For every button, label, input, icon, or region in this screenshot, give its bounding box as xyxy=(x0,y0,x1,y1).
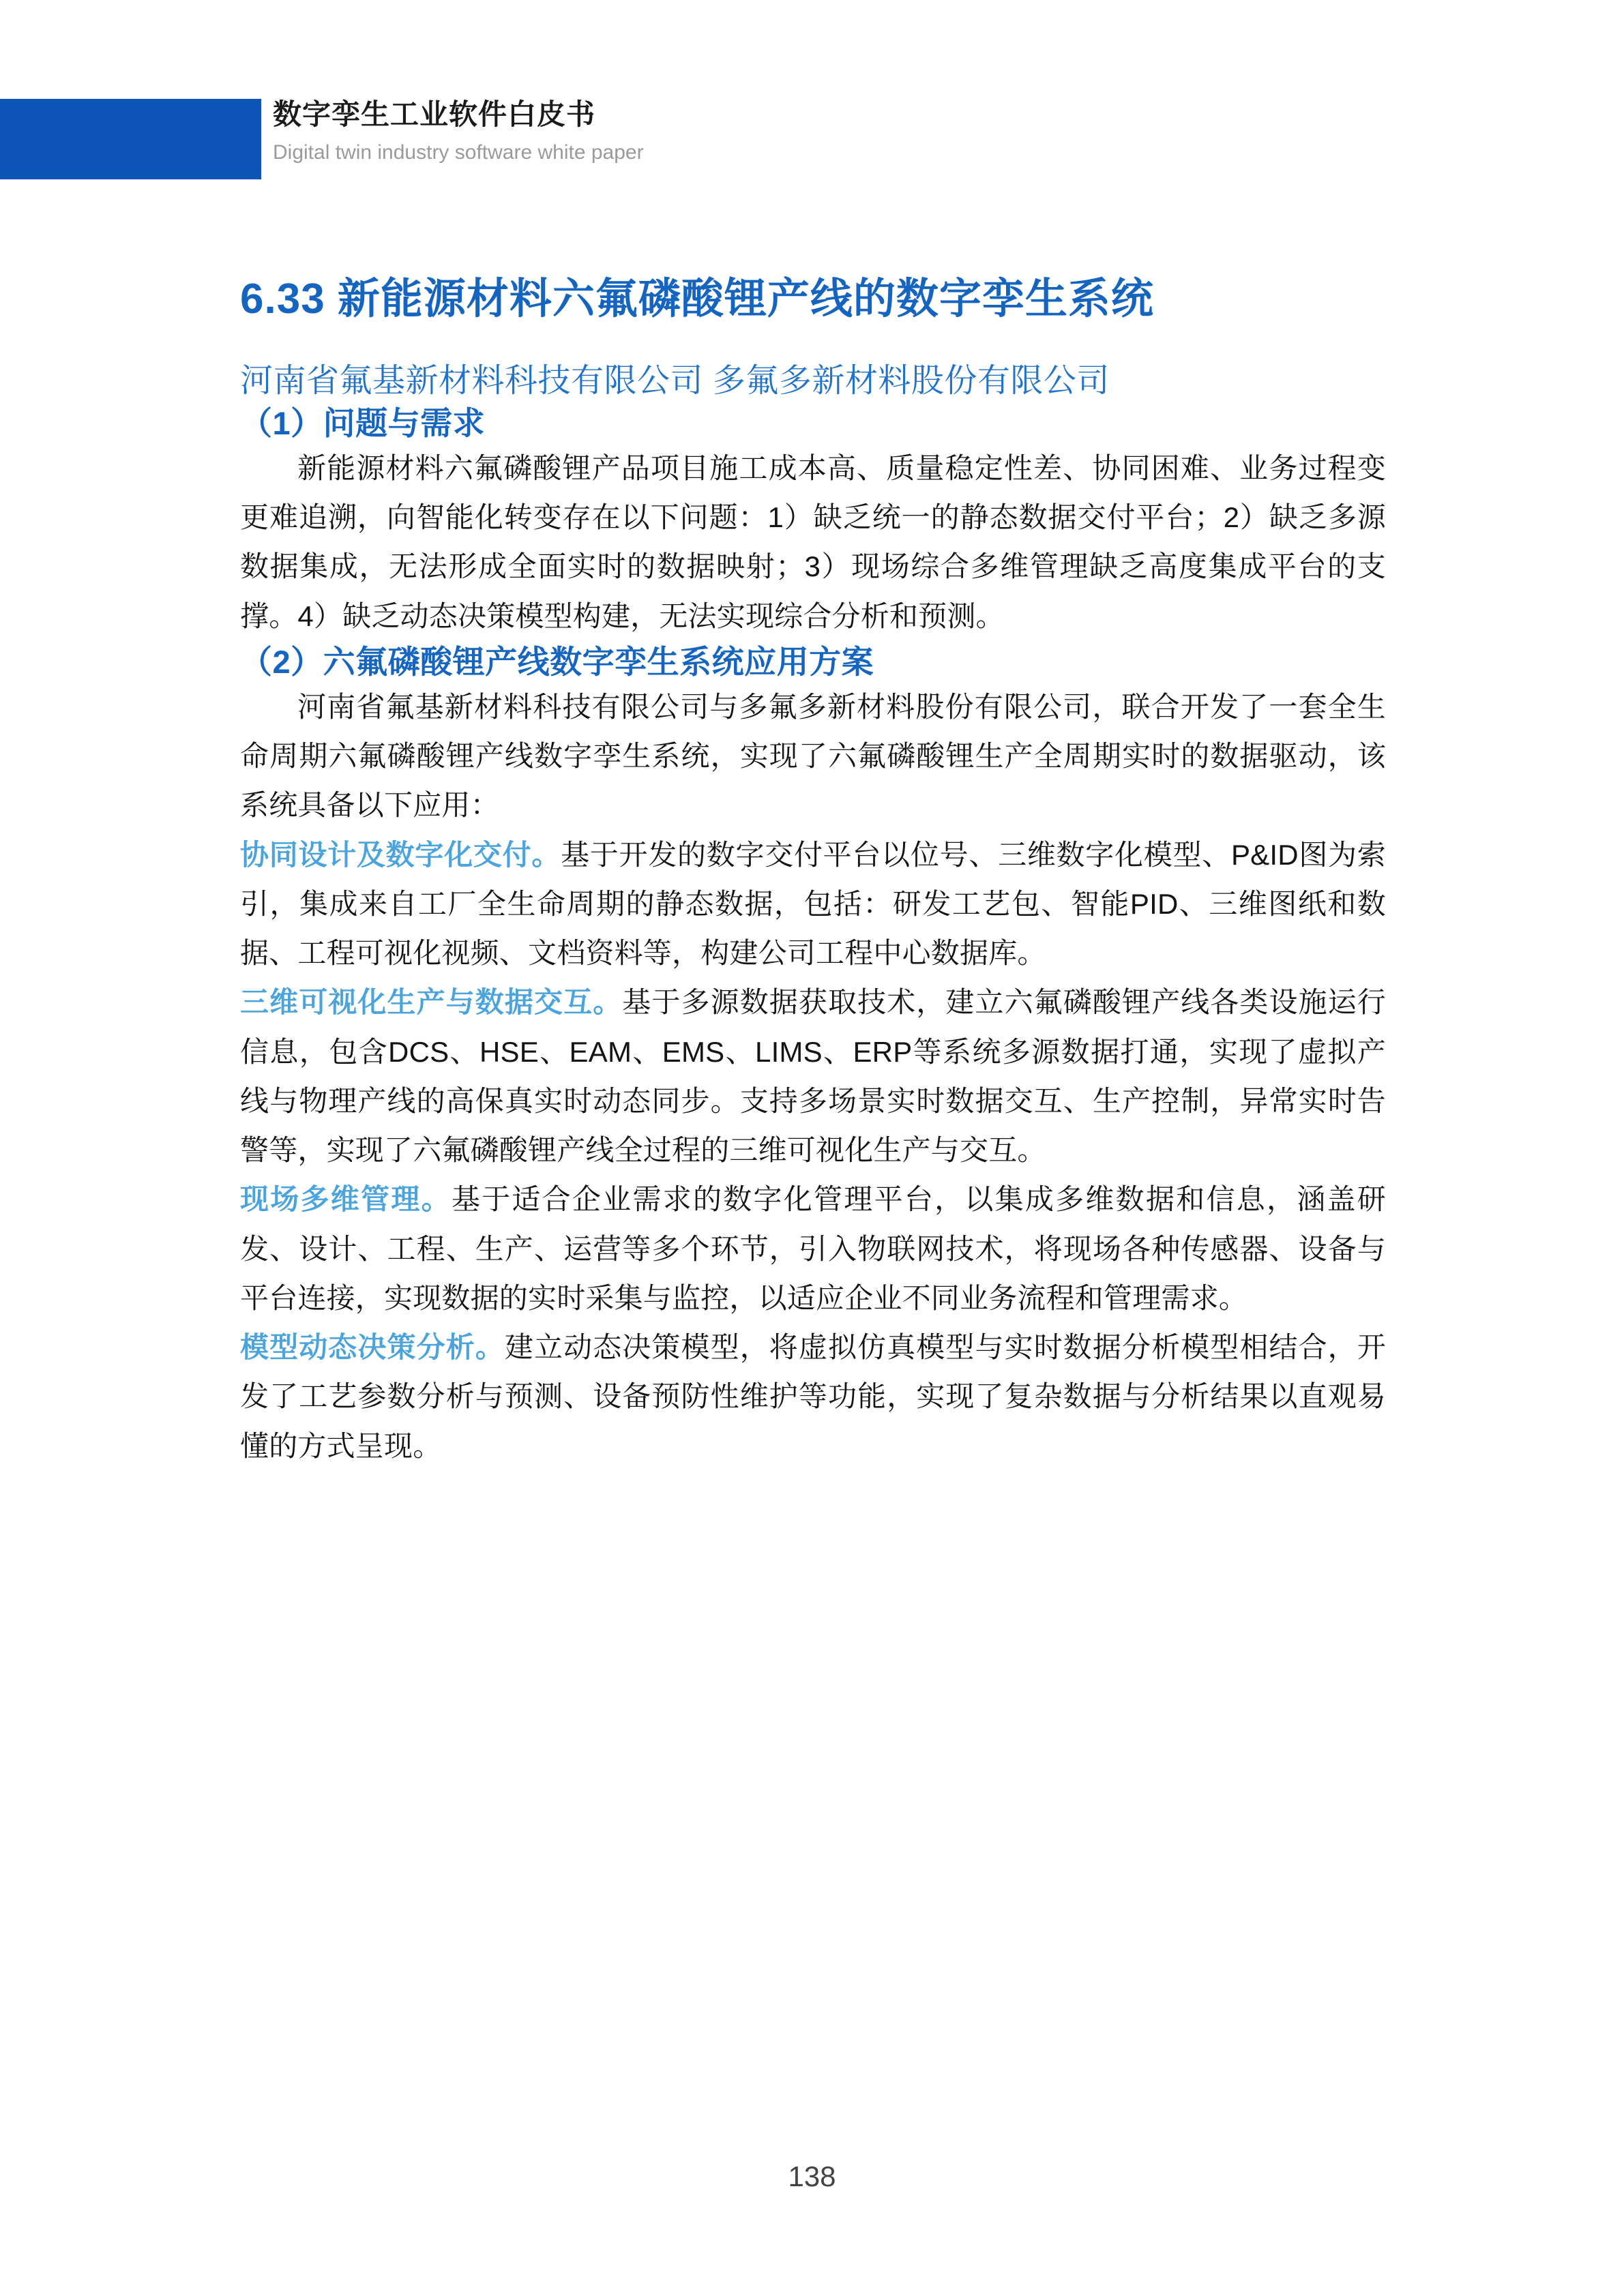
section-2-item xyxy=(240,978,1386,1175)
section-2-heading: （2）六氟磷酸锂产线数字孪生系统应用方案 xyxy=(240,643,874,680)
item-lead-in-label: 模型动态决策分析。 xyxy=(240,1331,505,1364)
section-2-item xyxy=(240,1323,1386,1471)
item-lead-in-label: 协同设计及数字化交付。 xyxy=(240,838,561,871)
header-title-english: Digital twin industry software white paper xyxy=(273,140,644,164)
item-body-text: 建立动态决策模型，将虚拟仿真模型与实时数据分析模型相结合，开发了工艺参数分析与预测、设备预防性维护等功能，实现了复杂数据与分析结果以直观易懂的方式呈现。 xyxy=(240,1331,1386,1462)
section-2-item xyxy=(240,1175,1386,1323)
item-lead-in-label: 现场多维管理。 xyxy=(240,1183,452,1216)
header-accent-bar xyxy=(0,99,261,179)
item-body-text: 基于开发的数字交付平台以位号、三维数字化模型、P&ID图为索引，集成来自工厂全生命周期的静态数据，包括：研发工艺包、智能PID、三维图纸和数据、工程可视化视频、文档资料等，构建公司工程中心数据库。 xyxy=(240,838,1386,970)
header-text-block xyxy=(273,95,644,167)
section-1-paragraph: 新能源材料六氟磷酸锂产品项目施工成本高、质量稳定性差、协同困难、业务过程变更难追溯，向智能化转变存在以下问题：1）缺乏统一的静态数据交付平台；2）缺乏多源数据集成，无法形成全面实时的数据映射；3）现场综合多维管理缺乏高度集成平台的支撑。4）缺乏动态决策模型构建，无法实现综合分析和预测。 xyxy=(240,451,1386,632)
page-number: 138 xyxy=(788,2160,836,2192)
section-2-item xyxy=(240,831,1386,979)
section-1-heading: （1）问题与需求 xyxy=(240,404,486,441)
page-title: 6.33 新能源材料六氟磷酸锂产线的数字孪生系统 xyxy=(240,275,1154,323)
header-title-chinese: 数字孪生工业软件白皮书 xyxy=(273,98,596,130)
item-body-text: 基于多源数据获取技术，建立六氟磷酸锂产线各类设施运行信息，包含DCS、HSE、EAM、EMS、LIMS、ERP等系统多源数据打通，实现了虚拟产线与物理产线的高保真实时动态同步。支持多场景实时数据交互、生产控制，异常实时告警等，实现了六氟磷酸锂产线全过程的三维可视化生产与交互。 xyxy=(240,986,1386,1167)
page-subtitle-companies: 河南省氟基新材料科技有限公司 多氟多新材料股份有限公司 xyxy=(240,362,1110,399)
content-column xyxy=(240,273,1386,1471)
section-2-intro-paragraph: 河南省氟基新材料科技有限公司与多氟多新材料股份有限公司，联合开发了一套全生命周期六氟磷酸锂产线数字孪生系统，实现了六氟磷酸锂生产全周期实时的数据驱动，该系统具备以下应用： xyxy=(240,691,1386,822)
item-lead-in-label: 三维可视化生产与数据交互。 xyxy=(240,986,623,1019)
item-body-text: 基于适合企业需求的数字化管理平台，以集成多维数据和信息，涵盖研发、设计、工程、生产、运营等多个环节，引入物联网技术，将现场各种传感器、设备与平台连接，实现数据的实时采集与监控，以适应企业不同业务流程和管理需求。 xyxy=(240,1183,1386,1314)
running-header xyxy=(0,99,1624,179)
